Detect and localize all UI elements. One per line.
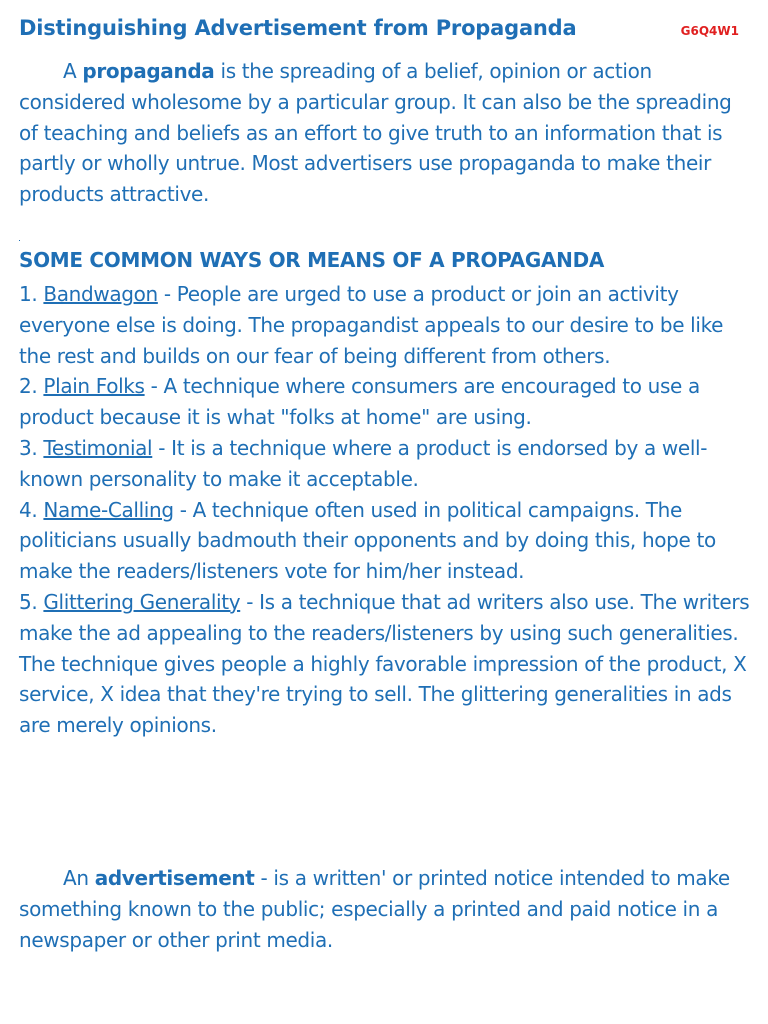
section-heading: SOME COMMON WAYS OR MEANS OF A PROPAGANDA (19, 248, 605, 272)
item-term: Name-Calling (43, 497, 174, 522)
item-number: 2. (19, 374, 38, 399)
item-text: - A technique often used in political campaigns. The politicians usually badmouth their opponents and by doing this, hope to make the readers/listeners vote for him/her instead. (19, 497, 716, 584)
item-term: Plain Folks (43, 374, 145, 399)
item-text: - It is a technique where a product is endorsed by a well-known personality to make it acceptable. (19, 435, 708, 491)
list-item (19, 433, 754, 495)
list-item (19, 279, 754, 371)
propaganda-definition (19, 56, 754, 210)
lesson-code: G6Q4W1 (680, 24, 739, 38)
item-term: Bandwagon (43, 282, 158, 306)
intro-lead: A (63, 59, 77, 83)
title-row (19, 16, 749, 48)
item-number: 1. (19, 282, 38, 306)
propaganda-techniques-list (19, 279, 754, 741)
item-term: Testimonial (43, 435, 153, 460)
item-text: - Is a technique that ad writers also use. The writers make the ad appealing to the readers/listeners by using such generalities. The technique gives people a highly favorable impression of the product, X service, X idea that they're trying to sell. The glittering generalities in ads are merely opinions. (19, 589, 750, 738)
advertisement-definition (19, 863, 754, 955)
item-term: Glittering Generality (43, 589, 241, 614)
advertisement-term: advertisement (94, 866, 255, 890)
list-item (19, 495, 754, 587)
propaganda-term: propaganda (82, 59, 215, 83)
intro-text: is the spreading of a belief, opinion or action considered wholesome by a particular group. It can also be the spreading of teaching and beliefs as an effort to give truth to an information that is partly or wholly untrue. Most advertisers use propaganda to make their products attractive. (19, 59, 732, 207)
item-text: - People are urged to use a product or join an activity everyone else is doing. The propagandist appeals to our desire to be like the rest and builds on our fear of being different from others. (19, 282, 724, 368)
stray-mark (19, 240, 20, 241)
item-number: 3. (19, 435, 38, 460)
item-text: - A technique where consumers are encouraged to use a product because it is what "folks at home" are using. (19, 374, 700, 430)
item-number: 5. (19, 589, 38, 614)
list-item (19, 587, 754, 741)
document-title: Distinguishing Advertisement from Propaganda (19, 16, 577, 40)
item-number: 4. (19, 497, 38, 522)
ad-lead: An (63, 866, 89, 890)
ad-text: - is a written' or printed notice intended to make something known to the public; especially a printed and paid notice in a newspaper or other print media. (19, 866, 730, 952)
list-item (19, 371, 754, 433)
